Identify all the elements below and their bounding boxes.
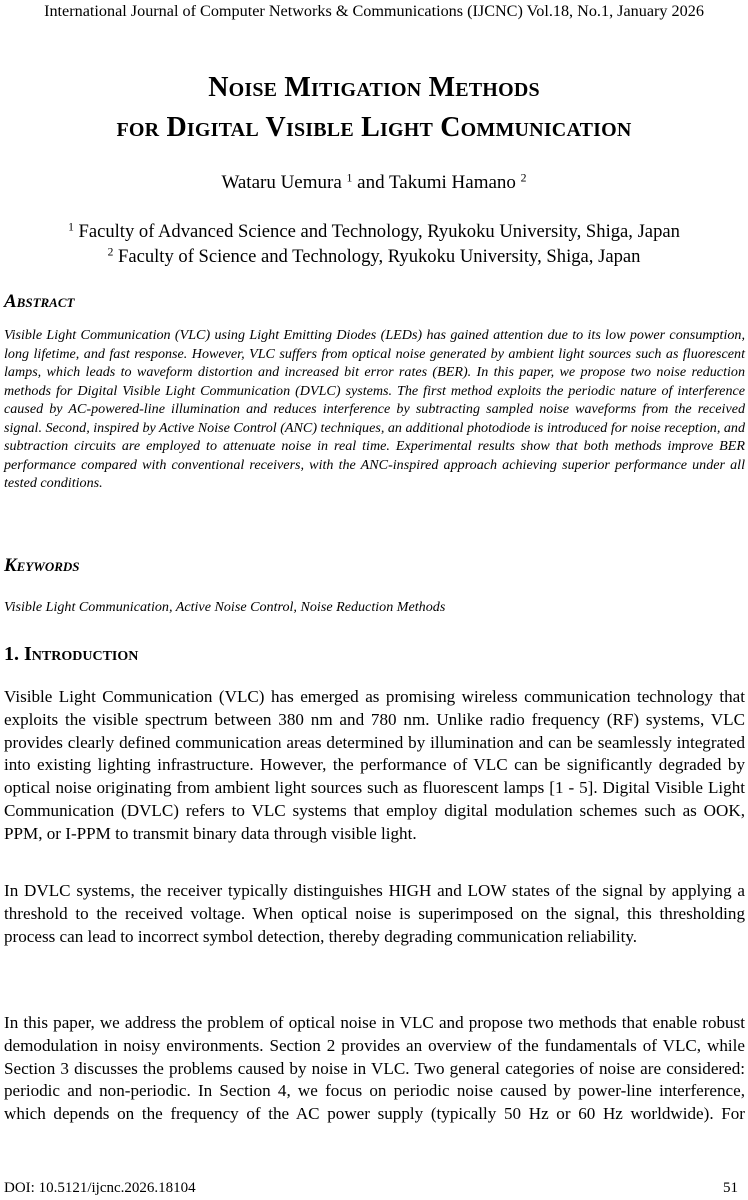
body-paragraph: Visible Light Communication (VLC) has emerged as promising wireless communication technology that exploits the visible spectrum between 380 nm and 780 nm. Unlike radio frequency (RF) systems, VLC provides clearly defined communication areas determined by illumination and can be seamlessly integrated into existing lighting infrastructure. However, the performance of VLC can be significantly degraded by optical noise originating from ambient light sources such as fluorescent lamps [1 - 5]. Digital Visible Light Communication (DVLC) refers to VLC systems that employ digital modulation schemes such as OOK, PPM, or I-PPM to transmit binary data through visible light. — [4, 687, 745, 843]
body-paragraph: In this paper, we address the problem of optical noise in VLC and propose two methods that enable robust demodulation in noisy environments. Section 2 provides an overview of the fundamentals of VLC, while Section 3 discusses the problems caused by noise in VLC. Two general categories of noise are considered: periodic and non-periodic. In Section 4, we focus on periodic noise caused by power-line interference, which depends on the frequency of the AC power supply (typically 50 Hz or 60 Hz worldwide). For — [4, 1013, 745, 1124]
affiliation-line — [0, 219, 748, 244]
author-affiliation-mark: 2 — [520, 171, 527, 185]
abstract-heading: Abstract — [4, 291, 75, 312]
affiliation-mark: 1 — [68, 221, 74, 234]
section-heading-introduction: 1. Introduction — [4, 643, 139, 665]
page-number: 51 — [723, 1180, 738, 1196]
author-conjunction: and — [352, 172, 390, 193]
body-paragraph: In DVLC systems, the receiver typically distinguishes HIGH and LOW states of the signal by applying a threshold to the received voltage. When optical noise is superimposed on the signal, this thresholding process can lead to incorrect symbol detection, thereby degrading communication reliability. — [4, 881, 745, 946]
author-affiliation-mark: 1 — [346, 171, 353, 185]
author-list — [0, 170, 748, 196]
title-line-2: for Digital Visible Light Communication — [116, 112, 632, 143]
author-name: Takumi Hamano — [389, 172, 516, 193]
affiliation-text: Faculty of Science and Technology, Ryukoku University, Shiga, Japan — [113, 246, 641, 267]
affiliations — [0, 219, 748, 269]
affiliation-text: Faculty of Advanced Science and Technology, Ryukoku University, Shiga, Japan — [73, 221, 680, 242]
paper-title — [0, 68, 748, 148]
title-line-1: Noise Mitigation Methods — [208, 72, 540, 103]
affiliation-mark: 2 — [107, 246, 114, 259]
keywords-heading: Keywords — [4, 555, 80, 576]
footer-doi: DOI: 10.5121/ijcnc.2026.18104 — [4, 1180, 196, 1196]
keywords-text: Visible Light Communication, Active Noise Control, Noise Reduction Methods — [4, 599, 446, 615]
author-name: Wataru Uemura — [221, 172, 342, 193]
abstract-text: Visible Light Communication (VLC) using Light Emitting Diodes (LEDs) has gained attention due to its low power consumption, long lifetime, and fast response. However, VLC suffers from optical noise generated by ambient light sources such as fluorescent lamps, which leads to waveform distortion and increased bit error rates (BER). In this paper, we propose two noise reduction methods for Digital Visible Light Communication (DVLC) systems. The first method exploits the periodic nature of interference caused by AC-powered-line illumination and reduces interference by subtracting sampled noise waveforms from the received signal. Second, inspired by Active Noise Control (ANC) techniques, an additional photodiode is introduced for noise reception, and subtraction circuits are employed to attenuate noise in real time. Experimental results show that both methods improve BER performance compared with conventional receivers, with the ANC-inspired approach achieving superior performance under all tested conditions. — [4, 327, 746, 491]
affiliation-line — [0, 244, 748, 269]
journal-header: International Journal of Computer Networks & Communications (IJCNC) Vol.18, No.1, January 2026 — [44, 2, 704, 20]
